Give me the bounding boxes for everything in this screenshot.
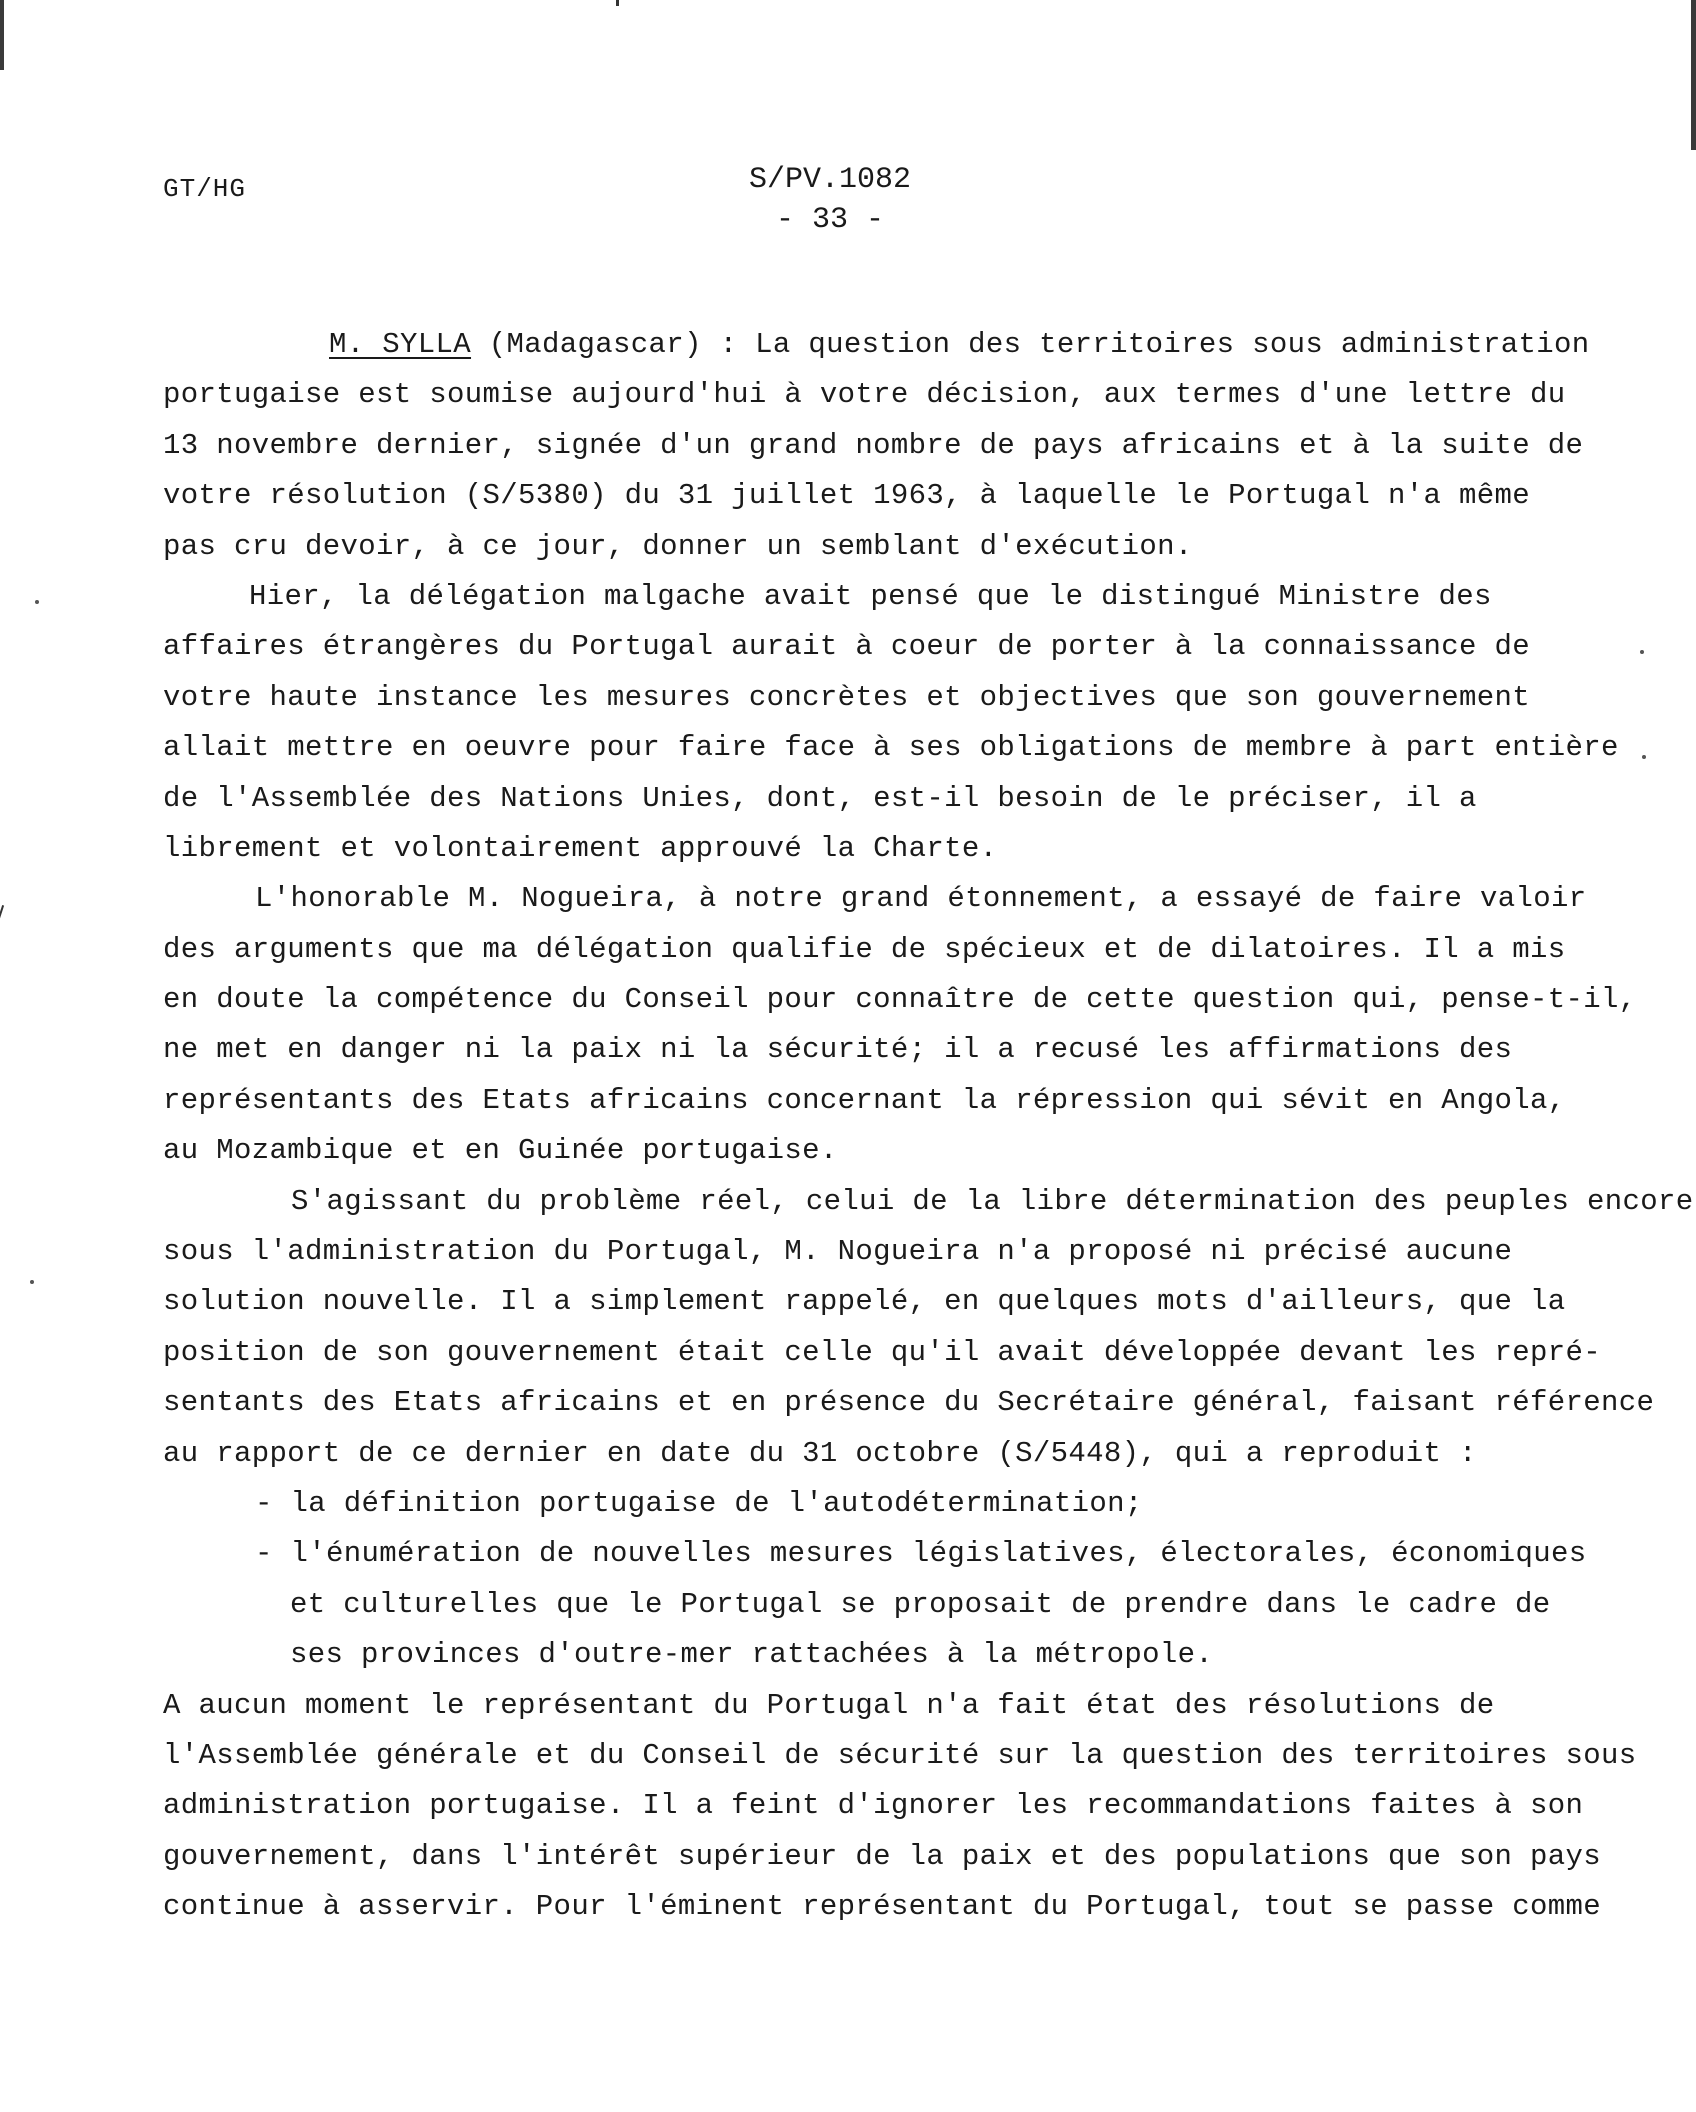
text-line: gouvernement, dans l'intérêt supérieur de la paix et des populations que son pays [163,1839,1601,1873]
text-line: librement et volontairement approuvé la Charte. [163,831,998,865]
text-line: représentants des Etats africains concernant la répression qui sévit en Angola, [163,1083,1566,1117]
speaker-name: M. SYLLA [329,328,472,361]
text-line: de l'Assemblée des Nations Unies, dont, est-il besoin de le préciser, il a [163,781,1477,815]
document-symbol: S/PV.1082 [748,163,912,197]
header-code: GT/HG [163,174,247,204]
line-text: La question des territoires sous administration [755,328,1590,361]
header-center [680,160,980,240]
page-number: - 33 - [775,203,885,237]
text-line: pas cru devoir, à ce jour, donner un semblant d'exécution. [163,529,1193,563]
text-line: 13 novembre dernier, signée d'un grand nombre de pays africains et à la suite de [163,428,1584,462]
body-text [163,320,1694,1933]
list-item-continuation: ses provinces d'outre-mer rattachées à la métropole. [290,1638,1214,1672]
list-item: - la définition portugaise de l'autodétermination; [255,1486,1143,1520]
text-line: portugaise est soumise aujourd'hui à votre décision, aux termes d'une lettre du [163,378,1566,412]
scan-speck [35,600,39,604]
text-line: position de son gouvernement était celle qu'il avait développée devant les repré- [163,1335,1601,1369]
speaker-country: (Madagascar) : [471,328,756,361]
text-line: sentants des Etats africains et en présence du Secrétaire général, faisant référence [163,1386,1655,1420]
text-line: L'honorable M. Nogueira, à notre grand étonnement, a essayé de faire valoir [255,882,1587,916]
text-line: au Mozambique et en Guinée portugaise. [163,1134,838,1168]
text-line: au rapport de ce dernier en date du 31 octobre (S/5448), qui a reproduit : [163,1436,1477,1470]
text-line: affaires étrangères du Portugal aurait à coeur de porter à la connaissance de [163,630,1530,664]
list-item: - l'énumération de nouvelles mesures législatives, électorales, économiques [255,1537,1587,1571]
list-item-continuation: et culturelles que le Portugal se proposait de prendre dans le cadre de [290,1587,1551,1621]
text-line: A aucun moment le représentant du Portugal n'a fait état des résolutions de [163,1688,1495,1722]
text-line: en doute la compétence du Conseil pour connaître de cette question qui, pense-t-il, [163,983,1637,1017]
text-line: votre haute instance les mesures concrètes et objectives que son gouvernement [163,680,1530,714]
scan-speck [30,1280,34,1284]
text-line: votre résolution (S/5380) du 31 juillet 1963, à laquelle le Portugal n'a même [163,479,1530,513]
scan-mark [616,0,619,6]
scan-edge-right [1691,0,1696,150]
text-line: solution nouvelle. Il a simplement rappelé, en quelques mots d'ailleurs, que la [163,1285,1566,1319]
scan-speck [1642,755,1646,759]
scan-edge-left [0,0,4,70]
text-line: sous l'administration du Portugal, M. Nogueira n'a proposé ni précisé aucune [163,1235,1513,1269]
text-line: continue à asservir. Pour l'éminent représentant du Portugal, tout se passe comme [163,1890,1601,1924]
text-line [163,320,1603,370]
scan-speck [1640,650,1644,654]
text-line: administration portugaise. Il a feint d'ignorer les recommandations faites à son [163,1789,1584,1823]
scan-mark [0,905,4,919]
text-line: l'Assemblée générale et du Conseil de sécurité sur la question des territoires sous [163,1738,1637,1772]
text-line: S'agissant du problème réel, celui de la libre détermination des peuples encore [291,1184,1694,1218]
text-line: allait mettre en oeuvre pour faire face à ses obligations de membre à part entière [163,731,1619,765]
text-line: des arguments que ma délégation qualifie de spécieux et de dilatoires. Il a mis [163,932,1566,966]
text-line: Hier, la délégation malgache avait pensé que le distingué Ministre des [249,579,1492,613]
text-line: ne met en danger ni la paix ni la sécurité; il a recusé les affirmations des [163,1033,1513,1067]
